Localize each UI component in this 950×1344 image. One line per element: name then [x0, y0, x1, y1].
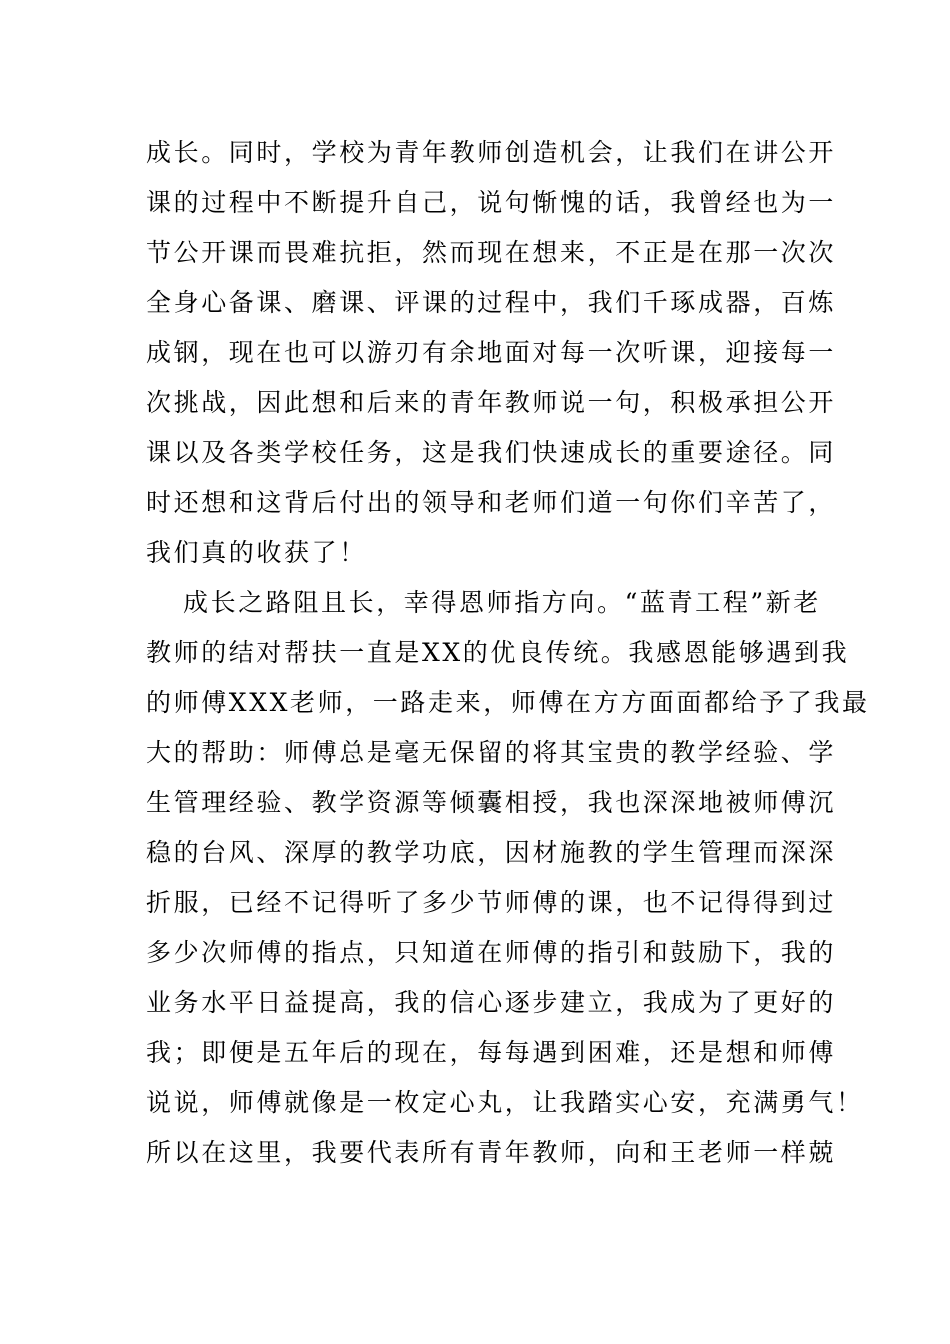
- text-line: 大的帮助：师傅总是毫无保留的将其宝贵的教学经验、学: [146, 738, 837, 767]
- text-line: 的师傅XXX老师，一路走来，师傅在方方面面都给予了我最: [146, 688, 870, 717]
- body-text: [146, 128, 870, 1178]
- text-line: 生管理经验、教学资源等倾囊相授，我也深深地被师傅沉: [146, 788, 837, 817]
- text-line: 成长。同时，学校为青年教师创造机会，让我们在讲公开: [146, 138, 837, 167]
- text-line: 全身心备课、磨课、评课的过程中，我们千琢成器，百炼: [146, 288, 837, 317]
- paragraph-first-line: 成长之路阻且长，幸得恩师指方向。“蓝青工程”新老: [183, 588, 821, 617]
- text-line: 稳的台风、深厚的教学功底，因材施教的学生管理而深深: [146, 838, 837, 867]
- text-line: 折服，已经不记得听了多少节师傅的课，也不记得得到过: [146, 888, 837, 917]
- text-line: 课的过程中不断提升自己，说句惭愧的话，我曾经也为一: [146, 188, 837, 217]
- text-line: 业务水平日益提高，我的信心逐步建立，我成为了更好的: [146, 988, 837, 1017]
- text-line: 教师的结对帮扶一直是XX的优良传统。我感恩能够遇到我: [146, 638, 850, 667]
- text-line: 多少次师傅的指点，只知道在师傅的指引和鼓励下，我的: [146, 938, 837, 967]
- text-line: 说说，师傅就像是一枚定心丸，让我踏实心安，充满勇气！: [146, 1088, 864, 1117]
- text-line: 所以在这里，我要代表所有青年教师，向和王老师一样兢: [146, 1138, 837, 1167]
- text-line: 节公开课而畏难抗拒，然而现在想来，不正是在那一次次: [146, 238, 837, 267]
- text-line: 我们真的收获了！: [146, 538, 367, 567]
- text-line: 我；即便是五年后的现在，每每遇到困难，还是想和师傅: [146, 1038, 837, 1067]
- text-line: 成钢，现在也可以游刃有余地面对每一次听课，迎接每一: [146, 338, 837, 367]
- text-line: 课以及各类学校任务，这是我们快速成长的重要途径。同: [146, 438, 837, 467]
- text-line: 次挑战，因此想和后来的青年教师说一句，积极承担公开: [146, 388, 837, 417]
- text-line: 时还想和这背后付出的领导和老师们道一句你们辛苦了，: [146, 488, 837, 517]
